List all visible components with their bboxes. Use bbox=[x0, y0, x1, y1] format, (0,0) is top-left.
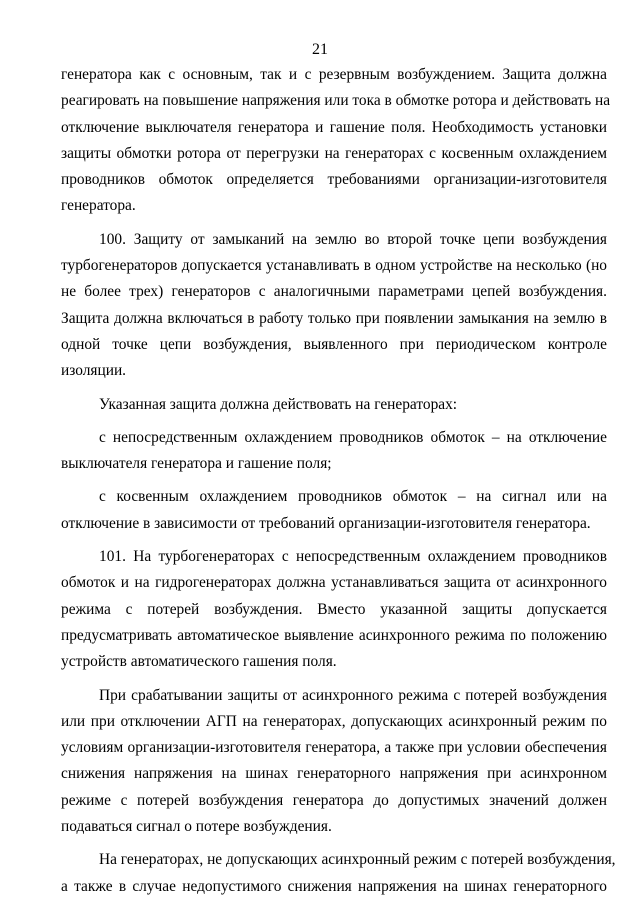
text-line: реагировать на повышение напряжения или тока в обмотке ротора и действовать на bbox=[61, 92, 611, 110]
text-line: предусматривать автоматическое выявление асинхронного режима по положению bbox=[61, 626, 607, 644]
text-line: одной точке цепи возбуждения, выявленного при периодическом контроле bbox=[61, 335, 607, 353]
text-line: с косвенным охлаждением проводников обмоток – на сигнал или на bbox=[99, 488, 607, 506]
text-line: обмоток и на гидрогенераторах должна устанавливаться защита от асинхронного bbox=[61, 574, 607, 592]
text-line: На генераторах, не допускающих асинхронный режим с потерей возбуждения, bbox=[99, 851, 616, 869]
paragraph-item-100 bbox=[61, 227, 607, 385]
text-line: 101. На турбогенераторах с непосредственным охлаждением проводников bbox=[99, 548, 607, 566]
paragraph-item-101 bbox=[61, 544, 607, 675]
text-line: При срабатывании защиты от асинхронного режима с потерей возбуждения bbox=[99, 686, 607, 704]
paragraph bbox=[61, 484, 607, 537]
page-number: 21 bbox=[312, 41, 328, 58]
text-line: отключение в зависимости от требований организации-изготовителя генератора. bbox=[61, 514, 591, 532]
text-line: выключателя генератора и гашение поля; bbox=[61, 455, 332, 473]
text-line: или при отключении АГП на генераторах, допускающих асинхронный режим по bbox=[61, 712, 607, 730]
text-line: режиме с потерей возбуждения генератора до допустимых значений должен bbox=[61, 791, 607, 809]
text-line: не более трех) генераторов с аналогичными параметрами цепей возбуждения. bbox=[61, 283, 607, 301]
text-line: снижения напряжения на шинах генераторного напряжения при асинхронном bbox=[61, 765, 607, 783]
text-line: условиям организации-изготовителя генератора, а также при условии обеспечения bbox=[61, 739, 607, 757]
text-line: генератора. bbox=[61, 197, 136, 215]
text-line: устройств автоматического гашения поля. bbox=[61, 653, 337, 671]
text-line: 100. Защиту от замыканий на землю во второй точке цепи возбуждения bbox=[99, 230, 607, 248]
text-line: Указанная защита должна действовать на генераторах: bbox=[99, 395, 458, 413]
paragraph bbox=[61, 392, 607, 418]
text-line: изоляции. bbox=[61, 362, 127, 380]
document-body bbox=[61, 62, 616, 900]
text-line: а также в случае недопустимого снижения напряжения на шинах генераторного bbox=[61, 877, 607, 895]
paragraph bbox=[61, 425, 607, 478]
paragraph bbox=[61, 847, 616, 900]
text-line: с непосредственным охлаждением проводников обмоток – на отключение bbox=[99, 428, 607, 446]
text-line: защиты обмотки ротора от перегрузки на генераторах с косвенным охлаждением bbox=[61, 144, 607, 162]
text-line: Защита должна включаться в работу только при появлении замыкания на землю в bbox=[61, 309, 607, 327]
text-line: генератора как с основным, так и с резервным возбуждением. Защита должна bbox=[61, 66, 607, 83]
paragraph-continuation bbox=[61, 62, 611, 220]
text-line: подаваться сигнал о потере возбуждения. bbox=[61, 818, 332, 836]
text-line: отключение выключателя генератора и гашение поля. Необходимость установки bbox=[61, 118, 607, 136]
text-line: турбогенераторов допускается устанавливать в одном устройстве на несколько (но bbox=[61, 257, 607, 275]
paragraph bbox=[61, 683, 607, 841]
text-line: режима с потерей возбуждения. Вместо указанной защиты допускается bbox=[61, 600, 607, 618]
text-line: проводников обмоток определяется требованиями организации-изготовителя bbox=[61, 171, 607, 189]
